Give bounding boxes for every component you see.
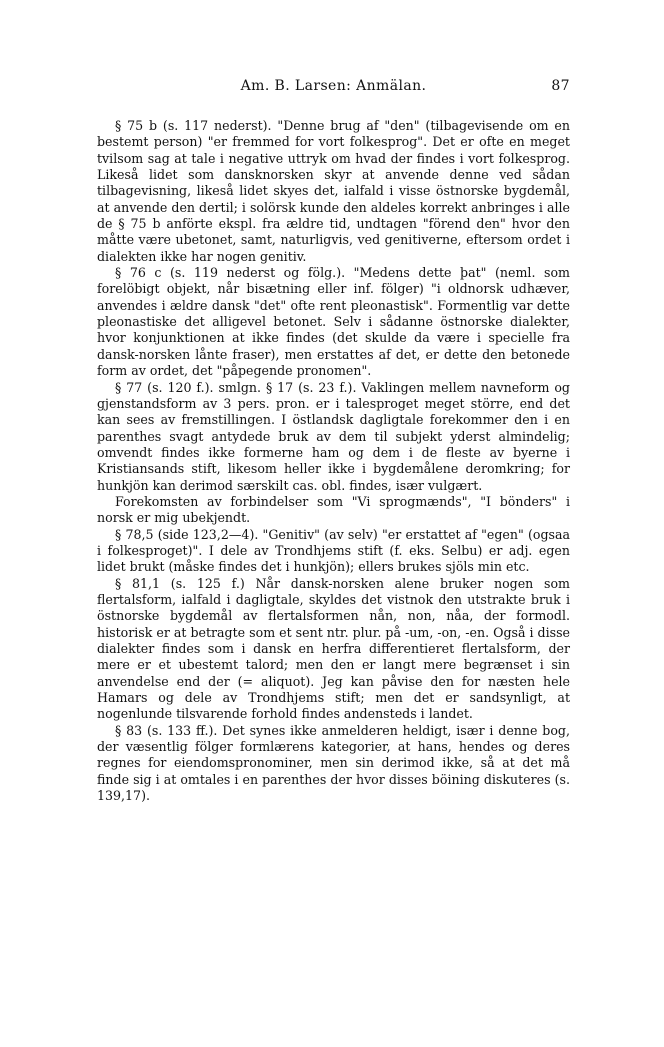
- body-text: [97, 118, 570, 804]
- paragraph-section-83: § 83 (s. 133 ff.). Det synes ikke anmelderen heldigt, især i denne bog, der væsentlig fölger formlærens kategorier, at hans, hendes og deres regnes for eiendomspronominer, men sin derimod ikke, så at det må finde sig i at omtales i en parenthes der hvor disses böining diskuteres (s. 139,17).: [97, 722, 570, 804]
- paragraph-section-77: § 77 (s. 120 f.). smlgn. § 17 (s. 23 f.). Vaklingen mellem navneform og gjenstandsform av 3 pers. pron. er i talesproget meget större, end det kan sees av fremstillingen. I östlandsk dagligtale forekommer den i en parenthes svagt antydede bruk av dem til subjekt yderst almindelig; omvendt findes ikke formerne ham og dem i de fleste av byerne i Kristiansands stift, likesom heller ikke i bygdemålene deromkring; for hunkjön kan derimod særskilt cas. obl. findes, især vulgært.: [97, 379, 570, 493]
- page-header: [97, 78, 570, 98]
- paragraph-section-81: § 81,1 (s. 125 f.) Når dansk-norsken alene bruker nogen som flertalsform, ialfald i dagligtale, skyldes det vistnok den utstrakte bruk i östnorske bygdemål av flertalsformen nån, non, nåa, der formodl. historisk er at betragte som et sent ntr. plur. på -um, -on, -en. Også i disse dialekter findes som i dansk en herfra differentieret flertalsform, der mere er et ubestemt talord; men den er langt mere begrænset i sin anvendelse end der (= aliquot). Jeg kan påvise den for næsten hele Hamars og dele av Trondhjems stift; men det er sandsynligt, at nogenlunde tilsvarende forhold findes andensteds i landet.: [97, 575, 570, 722]
- page-number: 87: [551, 78, 570, 94]
- paragraph-section-76c: § 76 c (s. 119 nederst og fölg.). "Medens dette þat" (neml. som forelöbigt objekt, når bisætning eller inf. fölger) "i oldnorsk udhæver, anvendes i ældre dansk "det" ofte rent pleonastisk". Formentlig var dette pleonastiske det alligevel betonet. Selv i sådanne östnorske dialekter, hvor konjunktionen at ikke findes (det skulde da være i specielle fra dansk-norsken lånte fraser), men erstattes af det, er dette den betonede form av ordet, det "påpegende pronomen".: [97, 265, 570, 379]
- paragraph-section-78: § 78,5 (side 123,2—4). "Genitiv" (av selv) "er erstattet af "egen" (ogsaa i folkesproget)". I dele av Trondhjems stift (f. eks. Selbu) er adj. egen lidet brukt (måske findes det i hunkjön); ellers brukes sjöls min etc.: [97, 526, 570, 575]
- paragraph-forbindelser: Forekomsten av forbindelser som "Vi sprogmænds", "I bönders" i norsk er mig ubekjendt.: [97, 493, 570, 526]
- running-title: Am. B. Larsen: Anmälan.: [240, 78, 427, 94]
- paragraph-section-75b: § 75 b (s. 117 nederst). "Denne brug af "den" (tilbagevisende om en bestemt person) "er fremmed for vort folkesprog". Det er ofte en meget tvilsom sag at tale i negative uttryk om hvad der findes i vort folkesprog. Likeså lidet som dansknorsken skyr at anvende denne ved sådan tilbagevisning, likeså lidet skyes det, ialfald i visse östnorske bygdemål, at anvende den dertil; i solörsk kunde den aldeles korrekt anbringes i alle de § 75 b anförte ekspl. fra ældre tid, undtagen "förend den" hvor den måtte være ubetonet, samt, naturligvis, ved genitiverne, eftersom ordet i dialekten ikke har nogen genitiv.: [97, 118, 570, 264]
